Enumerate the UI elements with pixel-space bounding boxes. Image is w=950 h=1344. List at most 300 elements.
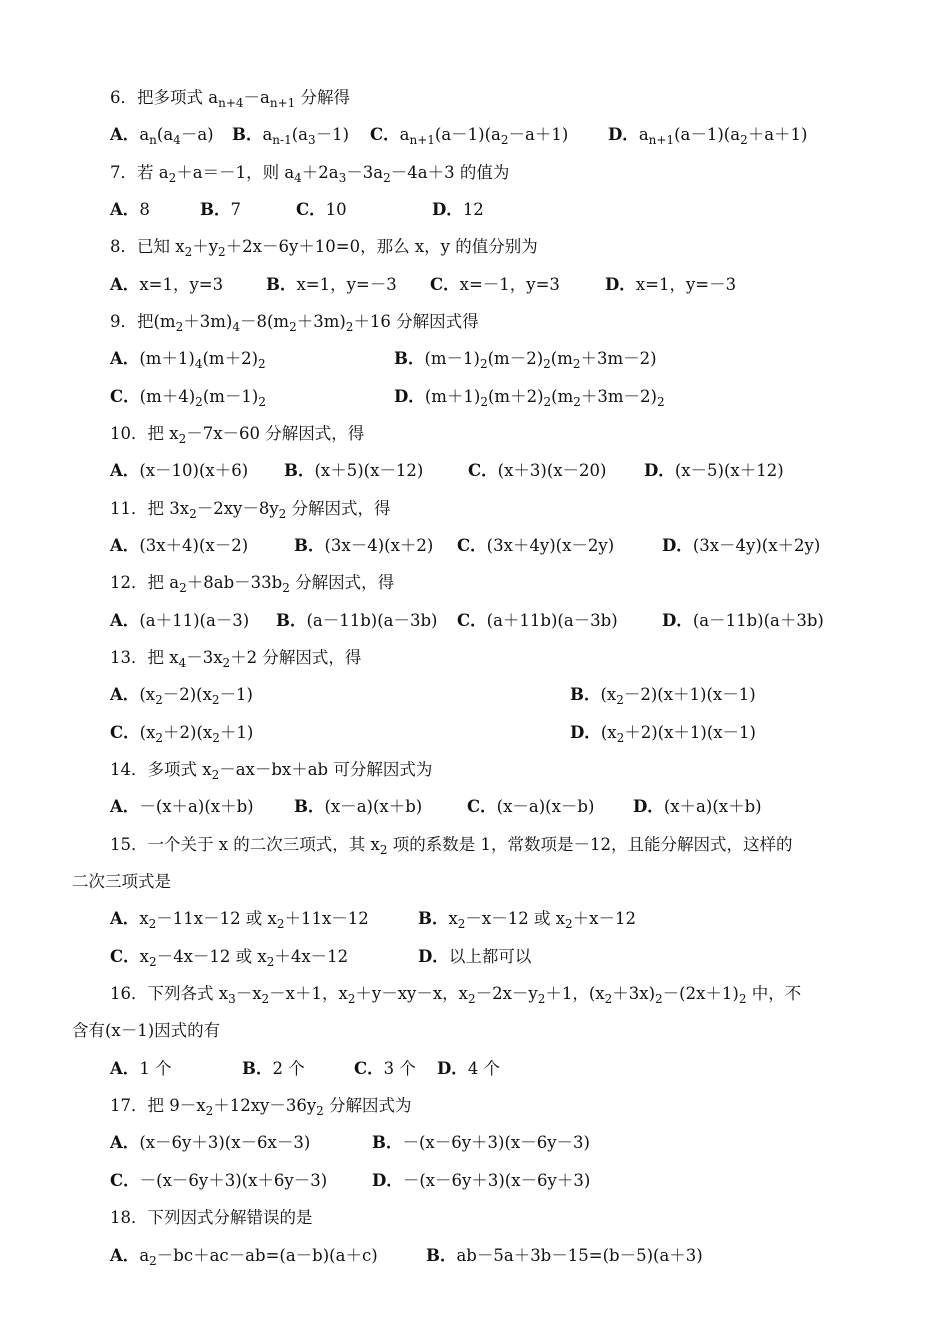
option-b[interactable] — [394, 349, 657, 371]
option-d[interactable] — [570, 723, 756, 745]
option-label: B． — [276, 611, 307, 630]
question-10-option-row — [644, 461, 784, 481]
text-run: (3x－4)(x＋2) — [324, 536, 434, 555]
question-16-stem — [110, 984, 801, 1004]
text-run: ＋3m－2) — [580, 387, 657, 406]
option-b[interactable] — [242, 1059, 305, 1078]
option-a[interactable] — [110, 125, 214, 147]
option-label: A． — [110, 611, 140, 630]
question-number: 8 — [110, 237, 121, 256]
text-run: ＋16 分解因式得 — [353, 312, 479, 331]
text-run: (a＋11b)(a－3b) — [486, 611, 618, 630]
text-run: －x＋1，x — [269, 984, 348, 1003]
option-b[interactable] — [266, 275, 397, 294]
text-run: (m－1) — [424, 349, 480, 368]
text-run: ＋2)(x — [163, 723, 213, 742]
subscript: 2 — [740, 133, 748, 147]
subscript: n+1 — [269, 96, 296, 110]
question-12-option-row — [110, 611, 249, 631]
subscript: n+1 — [409, 133, 435, 147]
text-run: ．已知 x — [120, 237, 185, 256]
question-7-option-row — [432, 200, 484, 220]
question-12-option-row — [457, 611, 618, 631]
question-8-option-row — [430, 275, 560, 295]
text-run: 以上都可以 — [448, 947, 532, 966]
option-label: D． — [394, 387, 425, 406]
option-b[interactable] — [232, 125, 350, 147]
subscript: 2 — [655, 992, 663, 1006]
text-run: ab－5a＋3b－15=(b－5)(a＋3) — [456, 1246, 703, 1265]
option-d[interactable] — [394, 387, 665, 409]
text-run: (m＋1) — [424, 387, 481, 406]
option-d[interactable] — [644, 461, 784, 480]
option-label: D． — [644, 461, 675, 480]
option-c[interactable] — [110, 1171, 327, 1190]
option-label: C． — [457, 611, 487, 630]
question-number: 18 — [110, 1208, 131, 1227]
text-run: －3a — [346, 163, 384, 182]
subscript: 2 — [543, 395, 552, 409]
text-run: (a＋11)(a－3) — [139, 611, 250, 630]
option-a[interactable] — [110, 461, 248, 480]
text-run: ＋x－12 — [572, 909, 636, 928]
question-13-option-row — [110, 723, 253, 743]
question-13-option-row — [570, 723, 756, 743]
question-7-option-row — [200, 200, 241, 220]
option-label: D． — [662, 536, 693, 555]
subscript: n — [149, 133, 157, 147]
subscript: 2 — [573, 395, 581, 409]
subscript: 2 — [148, 955, 157, 969]
option-label: B． — [372, 1133, 403, 1152]
text-run: a — [638, 125, 649, 144]
text-run: －a) — [180, 125, 214, 144]
option-label: C． — [370, 125, 400, 144]
subscript: 2 — [184, 245, 193, 259]
text-run: a — [139, 1246, 150, 1265]
subscript: 2 — [155, 731, 164, 745]
text-run: 分解得 — [295, 88, 351, 107]
option-c[interactable] — [110, 723, 254, 745]
question-15-option-row — [418, 947, 531, 967]
question-15-stem — [72, 872, 171, 892]
question-12-option-row — [662, 611, 824, 631]
text-run: －(x－6y＋3)(x＋6y－3) — [139, 1171, 328, 1190]
question-17-option-row — [372, 1133, 590, 1153]
subscript: 2 — [289, 320, 297, 334]
text-run: ＋a＝－1，则 a — [176, 163, 295, 182]
text-run: －(x＋a)(x＋b) — [139, 797, 254, 816]
text-run: 4 个 — [467, 1059, 501, 1078]
option-c[interactable] — [354, 1059, 416, 1078]
subscript: 2 — [276, 917, 285, 931]
option-b[interactable] — [426, 1246, 703, 1265]
text-run: (a－11b)(a＋3b) — [692, 611, 824, 630]
option-label: D． — [418, 947, 449, 966]
text-run: (m — [550, 349, 573, 368]
option-label: A． — [110, 461, 140, 480]
question-12-stem — [110, 573, 394, 593]
option-label: D． — [432, 200, 463, 219]
text-run: ．把多项式 a — [120, 88, 219, 107]
question-number: 11 — [110, 499, 131, 518]
question-8-option-row — [110, 275, 223, 295]
subscript: 2 — [168, 171, 177, 185]
option-d[interactable] — [608, 125, 808, 147]
text-run: －x — [235, 984, 262, 1003]
option-label: C． — [110, 947, 140, 966]
text-run: －7x－60 分解因式，得 — [186, 424, 365, 443]
text-run: (a－1)(a — [434, 125, 501, 144]
text-run: (x＋3)(x－20) — [497, 461, 607, 480]
option-label: B． — [284, 461, 315, 480]
text-run: －(x－6y＋3)(x－6y－3) — [402, 1133, 590, 1152]
text-run: x — [139, 947, 149, 966]
option-label: B． — [394, 349, 425, 368]
subscript: n-1 — [272, 133, 292, 147]
text-run: 分解因式，得 — [286, 499, 391, 518]
option-d[interactable] — [372, 1171, 590, 1190]
subscript: 2 — [218, 245, 226, 259]
question-6-option-row — [232, 125, 349, 145]
text-run: (m＋4) — [139, 387, 196, 406]
text-run: ＋2x－6y＋10=0，那么 x，y 的值分别为 — [225, 237, 538, 256]
text-run: ．把 a — [131, 573, 180, 592]
option-c[interactable] — [110, 387, 266, 409]
text-run: ．把 3x — [131, 499, 190, 518]
subscript: 2 — [148, 917, 157, 931]
text-run: x=－1，y=3 — [459, 275, 560, 294]
question-12-option-row — [276, 611, 438, 631]
text-run: 1 个 — [139, 1059, 172, 1078]
text-run: (x＋5)(x－12) — [314, 461, 424, 480]
text-run: 8 — [139, 200, 150, 219]
subscript: 2 — [149, 1254, 157, 1268]
option-b[interactable] — [372, 1133, 590, 1152]
text-run: ＋11x－12 — [284, 909, 369, 928]
option-d[interactable] — [418, 947, 531, 966]
subscript: 2 — [537, 992, 546, 1006]
option-d[interactable] — [605, 275, 736, 294]
text-run: 二次三项式是 — [72, 872, 171, 891]
subscript: 2 — [178, 432, 187, 446]
subscript: n+4 — [218, 96, 244, 110]
question-15-option-row — [110, 909, 369, 929]
text-run: 含有(x－1)因式的有 — [72, 1021, 221, 1040]
subscript: 2 — [278, 507, 287, 521]
text-run: ＋8ab－33b — [186, 573, 283, 592]
option-label: D． — [605, 275, 636, 294]
option-label: B． — [294, 797, 325, 816]
text-run: －a — [243, 88, 270, 107]
text-run: 12 — [462, 200, 484, 219]
option-label: D． — [662, 611, 693, 630]
text-run: ＋y－xy－x，x — [355, 984, 468, 1003]
question-number: 16 — [110, 984, 131, 1003]
question-15-stem — [110, 835, 792, 855]
question-16-option-row — [242, 1059, 305, 1079]
question-number: 10 — [110, 424, 131, 443]
question-11-option-row — [294, 536, 433, 556]
question-18-stem — [110, 1208, 313, 1228]
question-14-option-row — [294, 797, 422, 817]
question-9-option-row — [110, 387, 266, 407]
question-18-option-row — [426, 1246, 703, 1266]
text-run: －(x－6y＋3)(x－6y＋3) — [402, 1171, 591, 1190]
option-label: B． — [426, 1246, 457, 1265]
option-label: C． — [467, 797, 497, 816]
subscript: 2 — [565, 917, 573, 931]
text-run: ＋2)(x＋1)(x－1) — [624, 723, 756, 742]
text-run: 项的系数是 1，常数项是－12，且能分解因式，这样的 — [387, 835, 793, 854]
option-label: A． — [110, 909, 140, 928]
text-run: (3x＋4)(x－2) — [139, 536, 249, 555]
text-run: ＋3m－2) — [580, 349, 657, 368]
option-b[interactable] — [418, 909, 636, 931]
option-a[interactable] — [110, 685, 253, 707]
text-run: ．把 x — [131, 648, 179, 667]
question-number: 6 — [110, 88, 121, 107]
question-6-stem — [110, 88, 350, 108]
option-c[interactable] — [110, 947, 349, 969]
text-run: －2)(x — [162, 685, 212, 704]
text-run: －(2x＋1) — [662, 984, 739, 1003]
option-a[interactable] — [110, 1133, 310, 1152]
option-a[interactable] — [110, 1059, 172, 1078]
subscript: 2 — [572, 357, 581, 371]
question-9-option-row — [394, 387, 665, 407]
text-run: (a — [156, 125, 174, 144]
option-b[interactable] — [294, 797, 422, 816]
option-a[interactable] — [110, 349, 266, 371]
subscript: 2 — [282, 581, 290, 595]
text-run: ．一个关于 x 的二次三项式，其 x — [131, 835, 380, 854]
subscript: 3 — [308, 133, 316, 147]
question-number: 9 — [110, 312, 121, 331]
subscript: 2 — [379, 843, 388, 857]
text-run: (m＋2) — [202, 349, 259, 368]
subscript: 4 — [194, 357, 203, 371]
subscript: 2 — [195, 395, 203, 409]
subscript: 2 — [266, 955, 275, 969]
subscript: 2 — [179, 581, 187, 595]
text-run: (a－11b)(a－3b) — [306, 611, 438, 630]
question-10-option-row — [468, 461, 607, 481]
option-label: B． — [200, 200, 231, 219]
text-run: ＋12xy－36y — [213, 1096, 317, 1115]
option-c[interactable] — [430, 275, 560, 294]
text-run: x — [448, 909, 458, 928]
text-run: 分解因式，得 — [289, 573, 395, 592]
question-number: 17 — [110, 1096, 131, 1115]
text-run: 分解因式为 — [323, 1096, 412, 1115]
text-run: ＋2 分解因式，得 — [230, 648, 362, 667]
text-run: －bc＋ac－ab=(a－b)(a＋c) — [156, 1246, 378, 1265]
option-label: C． — [457, 536, 487, 555]
subscript: 2 — [480, 395, 488, 409]
question-number: 15 — [110, 835, 131, 854]
question-14-stem — [110, 760, 432, 780]
question-11-option-row — [662, 536, 820, 556]
option-a[interactable] — [110, 1246, 378, 1268]
question-16-stem — [72, 1021, 220, 1041]
text-run: a — [139, 125, 150, 144]
text-run: (m＋1) — [139, 349, 195, 368]
option-a[interactable] — [110, 536, 248, 555]
question-6-option-row — [110, 125, 214, 145]
text-run: ＋3x) — [612, 984, 656, 1003]
option-d[interactable] — [633, 797, 762, 816]
text-run: 中，不 — [746, 984, 802, 1003]
option-c[interactable] — [296, 200, 347, 219]
text-run: x=1，y=－3 — [296, 275, 397, 294]
text-run: －2xy－8y — [196, 499, 279, 518]
text-run: a — [262, 125, 273, 144]
question-17-option-row — [372, 1171, 590, 1191]
option-label: A． — [110, 349, 140, 368]
text-run: －4a＋3 的值为 — [390, 163, 510, 182]
text-run: －x－12 或 x — [465, 909, 566, 928]
text-run: －3x — [186, 648, 223, 667]
text-run: (m－2) — [487, 349, 544, 368]
text-run: －2)(x＋1)(x－1) — [623, 685, 756, 704]
subscript: 2 — [258, 357, 266, 371]
text-run: (x－10)(x＋6) — [139, 461, 249, 480]
text-run: x — [139, 909, 149, 928]
option-c[interactable] — [370, 125, 569, 147]
subscript: 2 — [616, 731, 625, 745]
option-label: C． — [110, 387, 140, 406]
text-run: (x－5)(x＋12) — [674, 461, 784, 480]
option-label: B． — [418, 909, 449, 928]
text-run: 7 — [230, 200, 241, 219]
text-run: ＋1，(x — [545, 984, 605, 1003]
question-14-option-row — [633, 797, 762, 817]
option-b[interactable] — [294, 536, 433, 555]
text-run: 2 个 — [272, 1059, 305, 1078]
question-14-option-row — [467, 797, 594, 817]
question-16-option-row — [354, 1059, 416, 1079]
question-16-option-row — [110, 1059, 172, 1079]
option-label: C． — [430, 275, 460, 294]
question-16-option-row — [437, 1059, 500, 1079]
option-b[interactable] — [570, 685, 756, 707]
subscript: 2 — [189, 507, 197, 521]
option-c[interactable] — [457, 611, 618, 630]
question-9-option-row — [394, 349, 657, 369]
text-run: (m — [551, 387, 574, 406]
text-run: (3x－4y)(x＋2y) — [692, 536, 821, 555]
subscript: 4 — [294, 171, 302, 185]
subscript: 2 — [212, 731, 220, 745]
text-run: ．若 a — [120, 163, 169, 182]
question-number: 7 — [110, 163, 121, 182]
subscript: 2 — [261, 992, 270, 1006]
text-run: ．下列各式 x — [131, 984, 229, 1003]
question-6-option-row — [608, 125, 807, 145]
option-b[interactable] — [284, 461, 423, 480]
question-8-stem — [110, 237, 538, 257]
option-label: A． — [110, 685, 140, 704]
option-label: D． — [633, 797, 664, 816]
question-15-option-row — [110, 947, 348, 967]
option-label: A． — [110, 200, 140, 219]
option-label: C． — [296, 200, 326, 219]
question-9-stem — [110, 312, 479, 332]
question-15-option-row — [418, 909, 636, 929]
option-d[interactable] — [662, 536, 820, 555]
question-13-option-row — [110, 685, 253, 705]
option-d[interactable] — [662, 611, 824, 630]
text-run: ＋2a — [301, 163, 339, 182]
subscript: 4 — [232, 320, 240, 334]
text-run: (m＋2) — [487, 387, 544, 406]
subscript: 2 — [656, 395, 665, 409]
text-run: －1) — [219, 685, 253, 704]
option-c[interactable] — [468, 461, 607, 480]
question-13-stem — [110, 648, 361, 668]
option-label: B． — [294, 536, 325, 555]
subscript: 2 — [205, 1104, 214, 1118]
text-run: x=1，y=3 — [139, 275, 224, 294]
subscript: 4 — [178, 656, 187, 670]
option-label: B． — [242, 1059, 273, 1078]
option-a[interactable] — [110, 909, 369, 931]
option-label: A． — [110, 1133, 140, 1152]
question-7-option-row — [296, 200, 347, 220]
question-number: 12 — [110, 573, 131, 592]
question-9-option-row — [110, 349, 266, 369]
option-a[interactable] — [110, 611, 249, 630]
subscript: 3 — [228, 992, 236, 1006]
text-run: ．把 x — [131, 424, 179, 443]
option-label: A． — [110, 125, 140, 144]
subscript: 2 — [467, 992, 476, 1006]
option-label: D． — [372, 1171, 403, 1190]
option-a[interactable] — [110, 797, 254, 816]
option-c[interactable] — [467, 797, 594, 816]
subscript: 2 — [222, 656, 231, 670]
option-label: C． — [110, 1171, 140, 1190]
option-c[interactable] — [457, 536, 614, 555]
option-a[interactable] — [110, 200, 150, 219]
option-label: A． — [110, 1246, 140, 1265]
option-b[interactable] — [276, 611, 438, 630]
option-a[interactable] — [110, 275, 223, 294]
option-d[interactable] — [437, 1059, 500, 1078]
text-run: ＋1) — [219, 723, 254, 742]
option-label: A． — [110, 536, 140, 555]
subscript: 2 — [479, 357, 488, 371]
subscript: n+1 — [648, 133, 675, 147]
text-run: (x＋a)(x＋b) — [663, 797, 762, 816]
question-17-stem — [110, 1096, 412, 1116]
option-label: D． — [437, 1059, 468, 1078]
text-run: ．下列因式分解错误的是 — [131, 1208, 313, 1227]
text-run: －2x－y — [475, 984, 538, 1003]
subscript: 4 — [173, 133, 181, 147]
subscript: 2 — [155, 693, 163, 707]
subscript: 2 — [345, 320, 354, 334]
question-17-option-row — [110, 1133, 310, 1153]
text-run: (x — [600, 723, 617, 742]
question-10-stem — [110, 424, 364, 444]
option-b[interactable] — [200, 200, 241, 219]
option-d[interactable] — [432, 200, 484, 219]
text-run: (3x＋4y)(x－2y) — [486, 536, 615, 555]
option-label: B． — [266, 275, 297, 294]
option-label: D． — [570, 723, 601, 742]
